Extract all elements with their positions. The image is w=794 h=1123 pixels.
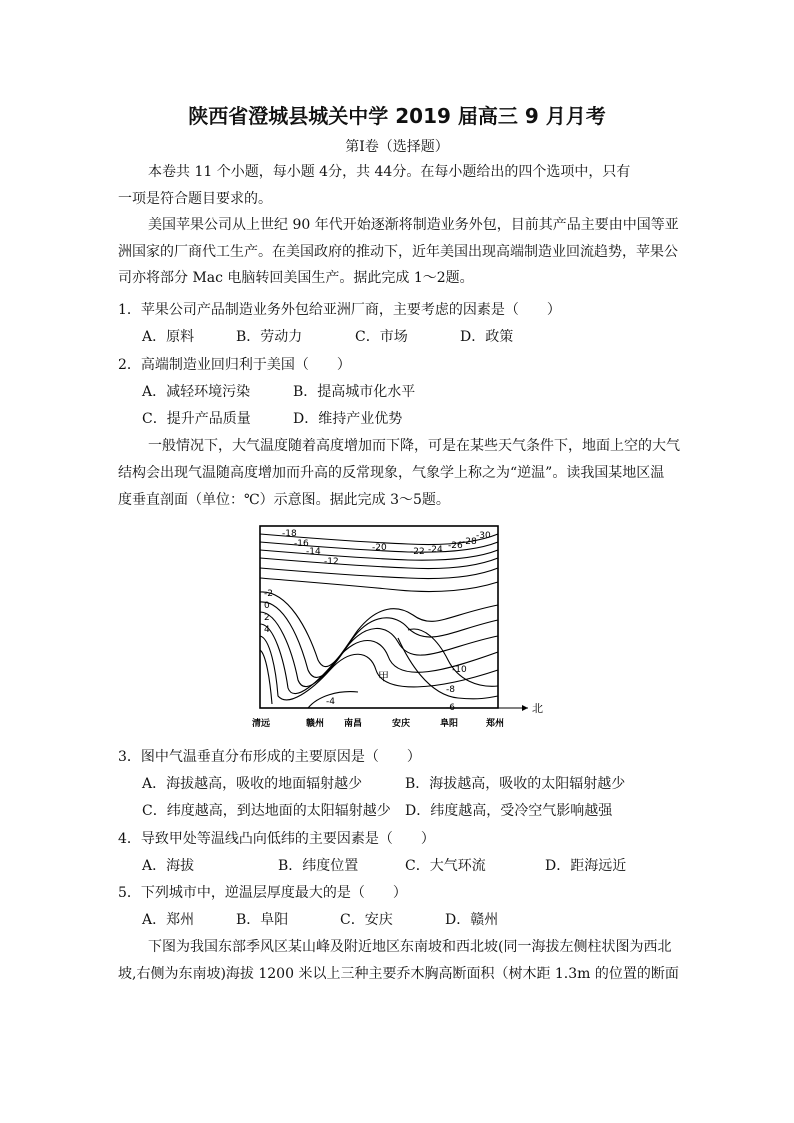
q5-option-a: A．郑州	[142, 912, 195, 928]
q2-option-b: B．提高城市化水平	[293, 384, 416, 400]
q1-stem: 1．苹果公司产品制造业务外包给亚洲厂商，主要考虑的因素是（ ）	[118, 302, 561, 318]
q1-option-b: B．劳动力	[236, 329, 303, 345]
q5-option-b: B．阜阳	[236, 912, 289, 928]
contour-label: 0	[264, 601, 270, 611]
q2-option-d: D．维持产业优势	[293, 411, 403, 427]
north-label: 北	[532, 702, 543, 715]
temperature-profile-figure	[248, 520, 546, 736]
contour-label: -2	[264, 589, 273, 599]
exam-title: 陕西省澄城县城关中学 2019 届高三 9 月月考	[188, 104, 606, 128]
contour-label: -6	[446, 703, 455, 713]
q5-option-c: C．安庆	[340, 912, 393, 928]
contour-label: -26	[448, 541, 463, 551]
q3-option-b: B．海拔越高，吸收的太阳辐射越少	[405, 776, 626, 792]
point-jia-label: 甲	[378, 670, 389, 683]
passage3-line-2: 坡,右侧为东南坡)海拔 1200 米以上三种主要乔木胸高断面积（树木距 1.3m 的位置的断面	[118, 966, 679, 982]
contour-label: 2	[264, 613, 270, 623]
section-heading: 第Ⅰ卷（选择题）	[345, 139, 449, 155]
q1-option-d: D．政策	[460, 329, 514, 345]
contour-label: -20	[372, 543, 387, 553]
q3-stem: 3．图中气温垂直分布形成的主要原因是（ ）	[118, 749, 421, 765]
q5-option-d: D．赣州	[445, 912, 499, 928]
contour-label: -16	[294, 539, 309, 549]
city-label: 安庆	[392, 719, 411, 729]
contour-label: 4	[264, 625, 270, 635]
contour-label: -12	[324, 557, 339, 567]
intro-line-1: 本卷共 11 个小题，每小题 4分，共 44分。在每小题给出的四个选项中，只有	[148, 164, 631, 180]
q2-option-c: C．提升产品质量	[142, 411, 251, 427]
q4-option-c: C．大气环流	[405, 858, 486, 874]
north-arrow-head	[522, 705, 528, 711]
passage2-line-2: 结构会出现气温随高度增加而升高的反常现象，气象学上称之为“逆温”。读我国某地区温	[118, 465, 665, 481]
q1-option-c: C．市场	[355, 329, 408, 345]
intro-line-2: 一项是符合题目要求的。	[118, 191, 272, 207]
contour-label: -8	[446, 685, 455, 695]
q5-stem: 5．下列城市中，逆温层厚度最大的是（ ）	[118, 885, 407, 901]
q4-option-d: D．距海远近	[545, 858, 627, 874]
q2-option-a: A．减轻环境污染	[142, 384, 251, 400]
contour-label: -18	[282, 529, 297, 539]
passage1-line-1: 美国苹果公司从上世纪 90 年代开始逐渐将制造业务外包，目前其产品主要由中国等亚	[148, 217, 679, 233]
contour-label: -24	[428, 545, 443, 555]
q3-option-d: D．纬度越高，受冷空气影响越强	[405, 803, 613, 819]
city-label: 清远	[252, 719, 271, 729]
passage3-line-1: 下图为我国东部季风区某山峰及附近地区东南坡和西北坡(同一海拔左侧柱状图为西北	[148, 939, 672, 955]
contour-label: -30	[476, 531, 491, 541]
q4-stem: 4．导致甲处等温线凸向低纬的主要因素是（ ）	[118, 831, 435, 847]
q1-option-a: A．原料	[142, 329, 195, 345]
contour-label: -4	[326, 697, 335, 707]
passage2-line-1: 一般情况下，大气温度随着高度增加而下降，可是在某些天气条件下，地面上空的大气	[148, 438, 680, 454]
city-label: 赣州	[306, 719, 325, 729]
q3-option-c: C．纬度越高，到达地面的太阳辐射越少	[142, 803, 391, 819]
q3-option-a: A．海拔越高，吸收的地面辐射越少	[142, 776, 363, 792]
contour-label: -22	[410, 547, 425, 557]
contour-label: -28	[462, 537, 477, 547]
q4-option-b: B．纬度位置	[278, 858, 359, 874]
passage1-line-2: 洲国家的厂商代工生产。在美国政府的推动下，近年美国出现高端制造业回流趋势，苹果公	[118, 244, 678, 260]
city-label: 阜阳	[440, 719, 459, 729]
city-label: 南昌	[344, 719, 363, 729]
passage2-line-3: 度垂直剖面（单位：℃）示意图。据此完成 3～5题。	[118, 492, 450, 508]
contour-label: -14	[306, 547, 321, 557]
city-label: 郑州	[486, 719, 505, 729]
contour-label: -10	[452, 665, 467, 675]
q4-option-a: A．海拔	[142, 858, 195, 874]
q2-stem: 2．高端制造业回归利于美国（ ）	[118, 357, 351, 373]
passage1-line-3: 司亦将部分 Mac 电脑转回美国生产。据此完成 1～2题。	[118, 270, 474, 286]
